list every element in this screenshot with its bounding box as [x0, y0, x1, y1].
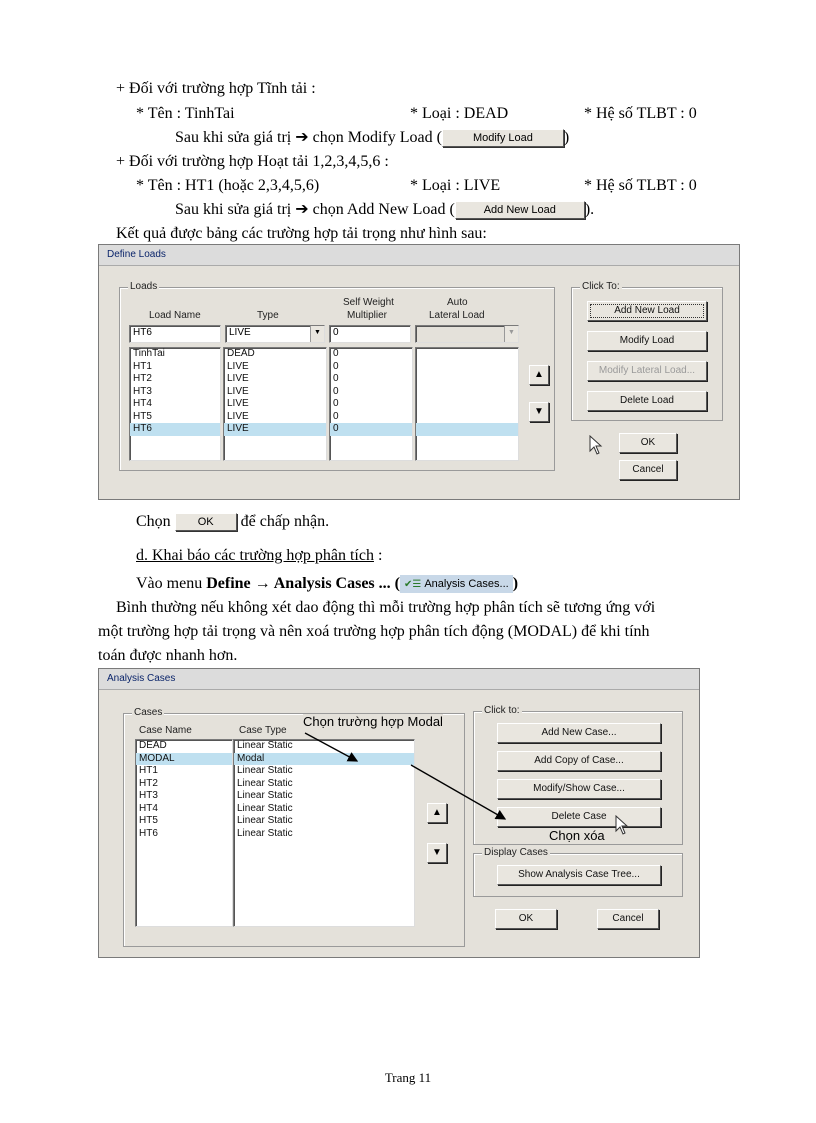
text-paragraph-3: toán được nhanh hơn.: [98, 647, 238, 664]
list-item[interactable]: HT2: [139, 777, 158, 789]
display-cases-label: Display Cases: [484, 847, 548, 858]
list-item[interactable]: 0: [333, 373, 339, 384]
col-multiplier: Multiplier: [347, 310, 388, 321]
analysis-cases-dialog: [98, 668, 700, 958]
text-add-post: ).: [584, 201, 595, 218]
modify-show-case-button[interactable]: Modify/Show Case...: [497, 779, 661, 799]
col-type: Type: [257, 310, 279, 321]
arrow-up-icon: ▲: [432, 807, 442, 818]
list-item[interactable]: HT4: [133, 398, 152, 409]
text-section-d-line: [136, 546, 382, 566]
text-add-new-load-line: [175, 200, 594, 220]
load-type-value: LIVE: [229, 327, 251, 338]
text-static-load-coef: * Hệ số TLBT : 0: [584, 105, 697, 122]
click-to-label: Click To:: [582, 281, 620, 292]
list-item[interactable]: LIVE: [227, 385, 249, 397]
show-analysis-case-tree-button[interactable]: Show Analysis Case Tree...: [497, 865, 661, 885]
list-item[interactable]: LIVE: [227, 360, 249, 372]
text-result-intro: Kết quả được bảng các trường hợp tải trọng như hình sau:: [116, 225, 487, 242]
text-paragraph-2: một trường hợp tải trọng và nên xoá trường hợp phân tích động (MODAL) để khi tính: [98, 623, 650, 640]
list-item[interactable]: HT2: [133, 373, 152, 384]
text-menu-path: Define → Analysis Cases ... (: [206, 575, 400, 592]
col-self-weight: Self Weight: [343, 297, 394, 308]
list-item-selected[interactable]: LIVE: [224, 423, 326, 436]
text-static-load-name: * Tên : TinhTai: [136, 105, 235, 122]
text-menu-post: ): [512, 575, 519, 592]
list-item[interactable]: Linear Static: [237, 790, 293, 801]
list-item[interactable]: HT3: [133, 385, 152, 397]
col-load-name: Load Name: [149, 310, 201, 321]
list-item[interactable]: HT5: [139, 815, 158, 826]
text-choose-ok-line: [136, 512, 329, 532]
list-item-selected[interactable]: HT6: [130, 423, 220, 436]
list-item[interactable]: LIVE: [227, 373, 249, 384]
delete-case-button[interactable]: Delete Case: [497, 807, 661, 827]
ok-button[interactable]: OK: [619, 433, 677, 453]
add-copy-of-case-button[interactable]: Add Copy of Case...: [497, 751, 661, 771]
move-down-button[interactable]: [529, 402, 549, 422]
annotation-arrows: [99, 669, 701, 959]
list-item[interactable]: 0: [333, 348, 339, 359]
load-type-list[interactable]: [223, 347, 327, 461]
text-paragraph-1: Bình thường nếu không xét dao động thì mỗi trường hợp phân tích sẽ tương ứng với: [116, 599, 656, 616]
load-name-list[interactable]: [129, 347, 221, 461]
text-live-load-type: * Loại : LIVE: [410, 177, 501, 194]
arrow-up-icon: ▲: [534, 369, 544, 380]
list-item[interactable]: Linear Static: [237, 827, 293, 839]
list-item[interactable]: Linear Static: [237, 802, 293, 814]
text-menu-pre: Vào menu: [136, 575, 207, 592]
cases-group-label: Cases: [134, 707, 163, 718]
text-modify-pre: Sau khi sửa giá trị ➔ chọn Modify Load (: [175, 129, 442, 146]
inline-add-new-load-button: Add New Load: [455, 201, 585, 219]
menu-analysis-cases-item: [400, 575, 513, 593]
list-item[interactable]: TinhTai: [133, 348, 165, 359]
list-item[interactable]: LIVE: [227, 398, 249, 409]
list-item[interactable]: HT3: [139, 790, 158, 801]
auto-lateral-select: [415, 325, 519, 343]
text-modify-load-line: [175, 128, 569, 148]
loads-group-label: Loads: [130, 281, 158, 292]
add-new-case-button[interactable]: Add New Case...: [497, 723, 661, 743]
list-item-selected[interactable]: Modal: [234, 753, 414, 766]
self-weight-list[interactable]: [329, 347, 413, 461]
list-item[interactable]: HT4: [139, 802, 158, 814]
list-item[interactable]: DEAD: [227, 348, 255, 359]
list-item[interactable]: HT1: [133, 360, 152, 372]
modify-load-button[interactable]: Modify Load: [587, 331, 707, 351]
arrow-down-icon: ▼: [534, 406, 544, 417]
text-live-load-name: * Tên : HT1 (hoặc 2,3,4,5,6): [136, 177, 320, 194]
list-item[interactable]: 0: [333, 385, 339, 397]
inline-modify-load-button: Modify Load: [442, 129, 564, 147]
chevron-down-icon[interactable]: ▼: [310, 326, 324, 342]
list-item[interactable]: HT1: [139, 765, 158, 776]
list-item-selected[interactable]: [416, 423, 518, 436]
arrow-to-modal: [305, 733, 357, 761]
col-auto: Auto: [447, 297, 468, 308]
menu-analysis-cases-label: Analysis Cases...: [424, 578, 509, 591]
annotation-choose-delete: Chọn xóa: [549, 828, 605, 843]
section-d-heading: d. Khai báo các trường hợp phân tích: [136, 547, 374, 564]
self-weight-input[interactable]: 0: [329, 325, 411, 343]
col-lateral-load: Lateral Load: [429, 310, 485, 321]
list-item[interactable]: 0: [333, 410, 339, 422]
load-name-input[interactable]: HT6: [129, 325, 221, 343]
col-case-name: Case Name: [139, 725, 192, 736]
move-up-button[interactable]: [529, 365, 549, 385]
list-item[interactable]: Linear Static: [237, 765, 293, 776]
load-type-select[interactable]: [225, 325, 325, 343]
text-add-pre: Sau khi sửa giá trị ➔ chọn Add New Load (: [175, 201, 455, 218]
dialog-title: Analysis Cases: [99, 669, 699, 690]
annotation-choose-modal: Chọn trường hợp Modal: [303, 714, 443, 729]
checklist-icon: ✔☰: [403, 579, 422, 591]
text-choose-pre: Chọn: [136, 513, 171, 530]
delete-load-button[interactable]: Delete Load: [587, 391, 707, 411]
cancel-button[interactable]: Cancel: [619, 460, 677, 480]
modify-lateral-load-button[interactable]: Modify Lateral Load...: [587, 361, 707, 381]
list-item[interactable]: HT5: [133, 410, 152, 422]
inline-ok-button: OK: [175, 513, 237, 531]
list-item[interactable]: Linear Static: [237, 740, 293, 751]
mouse-cursor-icon: [589, 435, 603, 455]
text-live-load-coef: * Hệ số TLBT : 0: [584, 177, 697, 194]
list-item[interactable]: Linear Static: [237, 815, 293, 826]
text-static-load-heading: + Đối với trường hợp Tĩnh tải :: [116, 80, 316, 97]
dialog-title: Define Loads: [99, 245, 739, 266]
arrow-down-icon: ▼: [432, 847, 442, 858]
list-item[interactable]: 0: [333, 398, 339, 409]
list-item[interactable]: HT6: [139, 827, 158, 839]
section-d-colon: :: [373, 547, 383, 564]
add-new-load-button[interactable]: Add New Load: [587, 301, 707, 321]
arrow-to-delete: [411, 765, 505, 819]
text-static-load-type: * Loại : DEAD: [410, 105, 509, 122]
text-choose-post: để chấp nhận.: [240, 513, 330, 530]
text-menu-line: [136, 574, 518, 594]
list-item[interactable]: LIVE: [227, 410, 249, 422]
list-item-selected[interactable]: 0: [330, 423, 412, 436]
ok-button[interactable]: OK: [495, 909, 557, 929]
define-loads-dialog: [98, 244, 740, 500]
page-footer: Trang 11: [384, 1070, 432, 1085]
cancel-button[interactable]: Cancel: [597, 909, 659, 929]
lateral-load-list[interactable]: [415, 347, 519, 461]
col-case-type: Case Type: [239, 725, 287, 736]
chevron-down-icon: ▼: [504, 326, 518, 342]
list-item-selected[interactable]: MODAL: [136, 753, 232, 766]
text-live-load-heading: + Đối với trường hợp Hoạt tải 1,2,3,4,5,6 :: [116, 153, 389, 170]
list-item[interactable]: 0: [333, 360, 339, 372]
click-to-label: Click to:: [484, 705, 520, 716]
list-item[interactable]: Linear Static: [237, 777, 293, 789]
list-item[interactable]: DEAD: [139, 740, 167, 751]
text-modify-post: ): [563, 129, 570, 146]
